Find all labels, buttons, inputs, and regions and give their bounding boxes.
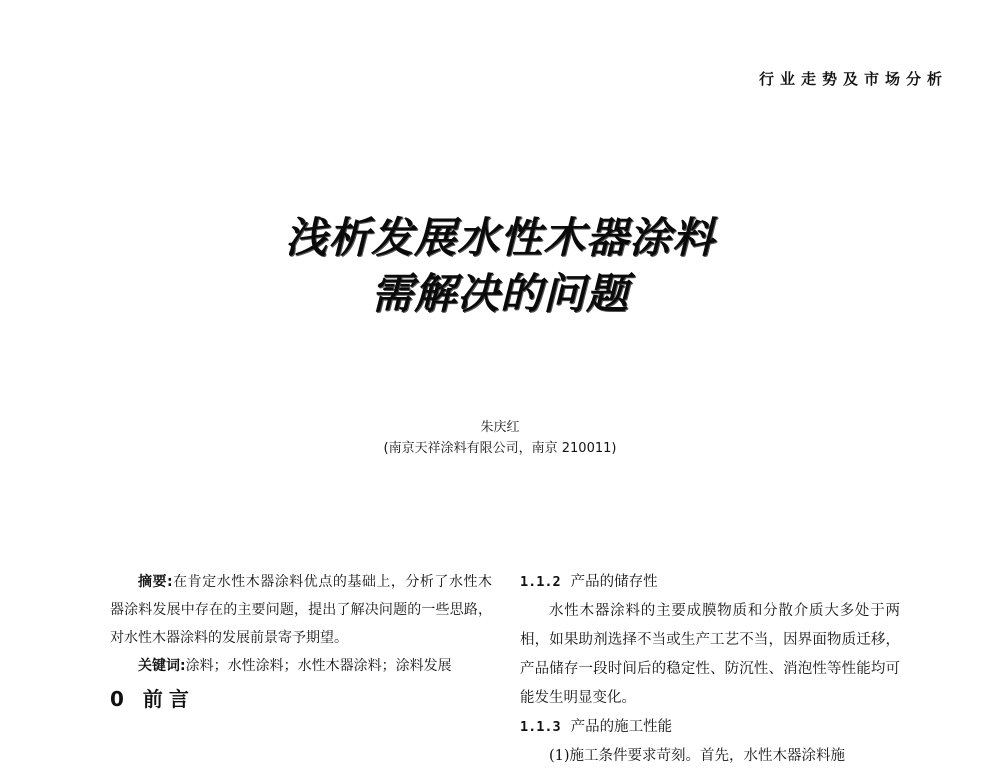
subsection-heading-application	[520, 713, 900, 742]
title-line-1: 浅析发展水性木器涂料	[284, 213, 715, 262]
abstract-label: 摘要:	[138, 574, 173, 590]
subsection-number: 1.1.3	[520, 719, 561, 735]
subsection-number: 1.1.2	[520, 574, 561, 590]
section-heading-intro: 0 前言	[110, 687, 195, 711]
title-line-2: 需解决的问题	[370, 269, 629, 318]
article-title	[0, 210, 1000, 322]
subsection-title: 产品的施工性能	[570, 719, 673, 735]
author-affiliation: (南京天祥涂料有限公司，南京 210011)	[383, 441, 617, 456]
keywords-text: 涂料；水性涂料；水性木器涂料；涂料发展	[185, 658, 452, 674]
author-name: 朱庆红	[480, 420, 520, 435]
subsection-heading-storage	[520, 568, 900, 597]
left-column	[110, 568, 492, 714]
right-column	[520, 568, 900, 771]
keywords-label: 关键词:	[138, 658, 186, 674]
author-block	[0, 418, 1000, 460]
journal-section-header: 行业走势及市场分析	[758, 70, 948, 88]
keywords	[110, 652, 492, 680]
abstract	[110, 568, 492, 652]
paragraph-application: (1)施工条件要求苛刻。首先，水性木器涂料施	[549, 748, 846, 764]
subsection-title: 产品的储存性	[570, 574, 658, 590]
paragraph-storage: 水性木器涂料的主要成膜物质和分散介质大多处于两相，如果助剂选择不当或生产工艺不当，因界面物质迁移，产品储存一段时间后的稳定性、防沉性、消泡性等性能均可能发生明显变化。	[520, 603, 900, 706]
abstract-text: 在肯定水性木器涂料优点的基础上，分析了水性木器涂料发展中存在的主要问题，提出了解决问题的一些思路，对水性木器涂料的发展前景寄予期望。	[110, 574, 492, 646]
